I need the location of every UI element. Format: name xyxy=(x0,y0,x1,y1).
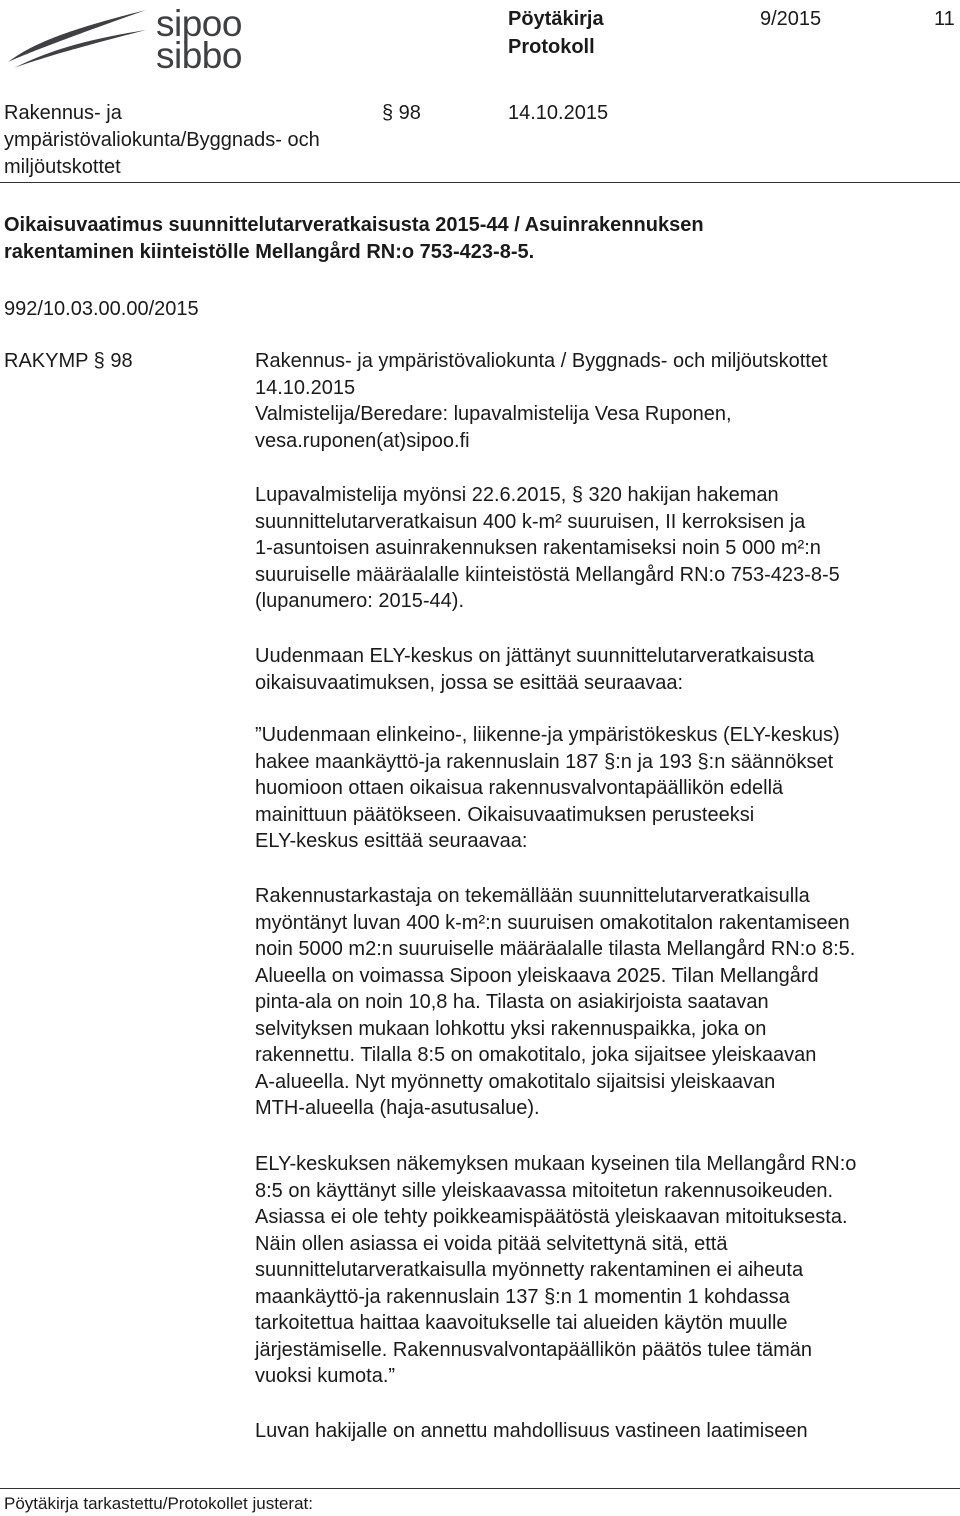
text-line: suunnittelutarveratkaisun 400 k-m² suuruisen, II kerroksisen ja xyxy=(255,510,806,533)
logo-text-sipoo: sipoo xyxy=(156,3,242,44)
text-line: ”Uudenmaan elinkeino-, liikenne-ja ympäristökeskus (ELY-keskus) xyxy=(255,724,840,746)
paragraph-3-quote xyxy=(255,722,959,855)
paragraph-1 xyxy=(255,482,959,615)
text-line: selvityksen mukaan lohkottu yksi rakennuspaikka, joka on xyxy=(255,1017,767,1040)
text-line: ELY-keskus esittää seuraavaa: xyxy=(255,830,528,852)
logo-text-sibbo: sibbo xyxy=(156,35,242,76)
meeting-info xyxy=(255,348,955,454)
text-line: rakennettu. Tilalla 8:5 on omakotitalo, joka sijaitsee yleiskaavan xyxy=(255,1044,817,1066)
footer-divider xyxy=(0,1488,960,1489)
title-line-2: rakentaminen kiinteistölle Mellangård RN:o 753-423-8-5. xyxy=(4,241,535,263)
issue-number: 9/2015 xyxy=(760,8,822,30)
text-line: suuruiselle määräalalle kiinteistöstä Mellangård RN:o 753-423-8-5 xyxy=(255,563,840,586)
text-line: ELY-keskuksen näkemyksen mukaan kyseinen tila Mellangård RN:o xyxy=(255,1153,857,1175)
text-line: Lupavalmistelija myönsi 22.6.2015, § 320 hakijan hakeman xyxy=(255,484,779,506)
text-line: 8:5 on käyttänyt sille yleiskaavassa mitoitetun rakennusoikeuden. xyxy=(255,1179,834,1202)
text-line: vuoksi kumota.” xyxy=(255,1365,396,1387)
committee-line-2: ympäristövaliokunta/Byggnads- och xyxy=(4,129,320,151)
document-title xyxy=(4,212,704,266)
meeting-label: RAKYMP § 98 xyxy=(4,350,133,372)
committee-line-1: Rakennus- ja xyxy=(4,102,122,124)
text-line: MTH-alueella (haja-asutusalue). xyxy=(255,1097,540,1119)
header-divider xyxy=(0,182,960,183)
preparer-email: vesa.ruponen(at)sipoo.fi xyxy=(255,429,470,452)
text-line: hakee maankäyttö-ja rakennuslain 187 §:n ja 193 §:n säännökset xyxy=(255,750,834,773)
text-line: A-alueella. Nyt myönnetty omakotitalo sijaitsisi yleiskaavan xyxy=(255,1070,776,1093)
text-line: Asiassa ei ole tehty poikkeamispäätöstä yleiskaavan mitoituksesta. xyxy=(255,1206,848,1228)
text-line: myöntänyt luvan 400 k-m²:n suuruisen omakotitalon rakentamiseen xyxy=(255,911,850,934)
text-line: oikaisuvaatimuksen, jossa se esittää seuraavaa: xyxy=(255,671,684,694)
meeting-info-line-2: 14.10.2015 xyxy=(255,376,356,399)
footer-verification: Pöytäkirja tarkastettu/Protokollet justerat: xyxy=(4,1494,313,1513)
paragraph-5 xyxy=(255,1151,959,1390)
sipoo-sibbo-logo xyxy=(6,3,256,76)
logo-mark-icon xyxy=(6,4,148,70)
text-line: (lupanumero: 2015-44). xyxy=(255,590,465,612)
text-line: mainittuun päätökseen. Oikaisuvaatimuksen perusteeksi xyxy=(255,803,755,826)
text-line: Uudenmaan ELY-keskus on jättänyt suunnittelutarveratkaisusta xyxy=(255,645,815,667)
text-line: suunnittelutarveratkaisulla myönnetty rakentaminen ei aiheuta xyxy=(255,1259,804,1281)
text-line: maankäyttö-ja rakennuslain 137 §:n 1 momentin 1 kohdassa xyxy=(255,1285,790,1308)
title-line-1: Oikaisuvaatimus suunnittelutarveratkaisusta 2015-44 / Asuinrakennuksen xyxy=(4,214,704,236)
section-number: § 98 xyxy=(382,102,421,124)
meeting-date: 14.10.2015 xyxy=(508,102,609,124)
page-number: 11 xyxy=(934,8,955,30)
text-line: Rakennustarkastaja on tekemällään suunnittelutarveratkaisulla xyxy=(255,885,810,907)
text-line: pinta-ala on noin 10,8 ha. Tilasta on asiakirjoista saatavan xyxy=(255,991,769,1013)
text-line: noin 5000 m2:n suuruiselle määräalalle tilasta Mellangård RN:o 8:5. xyxy=(255,938,856,960)
text-line: huomioon ottaen oikaisua rakennusvalvontapäällikön edellä xyxy=(255,777,784,799)
text-line: järjestämiselle. Rakennusvalvontapäällikön päätös tulee tämän xyxy=(255,1338,812,1361)
meeting-info-line-1: Rakennus- ja ympäristövaliokunta / Byggnads- och miljöutskottet xyxy=(255,350,828,372)
text-line: tarkoitettua haittaa kaavoitukselle tai alueiden käytön muulle xyxy=(255,1312,788,1334)
paragraph-4 xyxy=(255,883,959,1122)
preparer-line: Valmistelija/Beredare: lupavalmistelija Vesa Ruponen, xyxy=(255,403,732,425)
paragraph-2 xyxy=(255,643,959,696)
committee-line-3: miljöutskottet xyxy=(4,156,121,178)
text-line: Luvan hakijalle on annettu mahdollisuus vastineen laatimiseen xyxy=(255,1420,808,1442)
text-line: Alueella on voimassa Sipoon yleiskaava 2025. Tilan Mellangård xyxy=(255,964,819,987)
text-line: Näin ollen asiassa ei voida pitää selvitettynä sitä, että xyxy=(255,1232,728,1255)
paragraph-6 xyxy=(255,1418,959,1445)
doc-type-fi: Pöytäkirja xyxy=(508,8,604,30)
reference-number: 992/10.03.00.00/2015 xyxy=(4,298,199,320)
doc-type-sv: Protokoll xyxy=(508,36,595,58)
committee-name xyxy=(4,100,320,181)
text-line: 1-asuntoisen asuinrakennuksen rakentamiseksi noin 5 000 m²:n xyxy=(255,537,821,559)
